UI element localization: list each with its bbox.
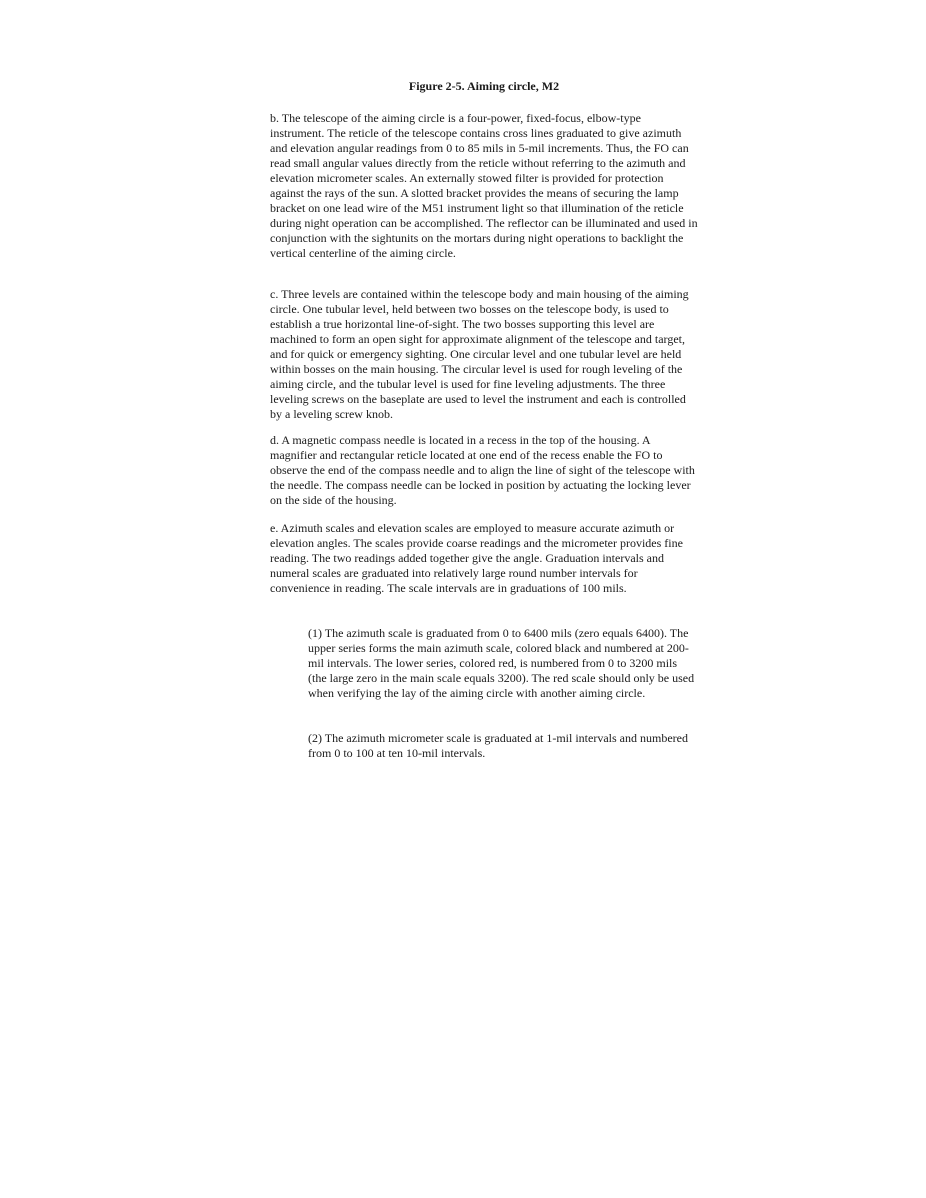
paragraph-d-compass-needle: d. A magnetic compass needle is located in a recess in the top of the housing. A magnifier and rectangular reticle located at one end of the recess enable the FO to observe the end of the compass needle and to align the line of sight of the telescope with the needle. The compass needle can be locked in position by actuating the locking lever on the side of the housing. [270,433,695,507]
subparagraph-1-azimuth-scale: (1) The azimuth scale is graduated from 0 to 6400 mils (zero equals 6400). The upper series forms the main azimuth scale, colored black and numbered at 200-mil intervals. The lower series, colored red, is numbered from 0 to 3200 mils (the large zero in the main scale equals 3200). The red scale should only be used when verifying the lay of the aiming circle with another aiming circle. [308,626,695,700]
paragraph-b-telescope: b. The telescope of the aiming circle is a four-power, fixed-focus, elbow-type instrument. The reticle of the telescope contains cross lines graduated to give azimuth and elevation angular readings from 0 to 85 mils in 5-mil increments. Thus, the FO can read small angular values directly from the reticle without referring to the azimuth and elevation micrometer scales. An externally stowed filter is provided for protection against the rays of the sun. A slotted bracket provides the means of securing the lamp bracket on one lead wire of the M51 instrument light so that illumination of the reticle during night operation can be accomplished. The reflector can be illuminated and used in conjunction with the sightunits on the mortars during night operations to backlight the vertical centerline of the aiming circle. [270,111,698,260]
figure-caption: Figure 2-5. Aiming circle, M2 [408,79,560,93]
paragraph-c-levels: c. Three levels are contained within the telescope body and main housing of the aiming circle. One tubular level, held between two bosses on the telescope body, is used to establish a true horizontal line-of-sight. The two bosses supporting this level are machined to form an open sight for approximate alignment of the telescope and target, and for quick or emergency sighting. One circular level and one tubular level are held within bosses on the main housing. The circular level is used for rough leveling of the aiming circle, and the tubular level is used for fine leveling adjustments. The three leveling screws on the baseplate are used to level the instrument and each is controlled by a leveling screw knob. [270,287,689,421]
subparagraph-2-micrometer-scale: (2) The azimuth micrometer scale is graduated at 1-mil intervals and numbered from 0 to 100 at ten 10-mil intervals. [308,731,688,760]
paragraph-e-scales: e. Azimuth scales and elevation scales are employed to measure accurate azimuth or elevation angles. The scales provide coarse readings and the micrometer provides fine reading. The two readings added together give the angle. Graduation intervals and numeral scales are graduated into relatively large round number intervals for convenience in reading. The scale intervals are in graduations of 100 mils. [270,521,683,595]
